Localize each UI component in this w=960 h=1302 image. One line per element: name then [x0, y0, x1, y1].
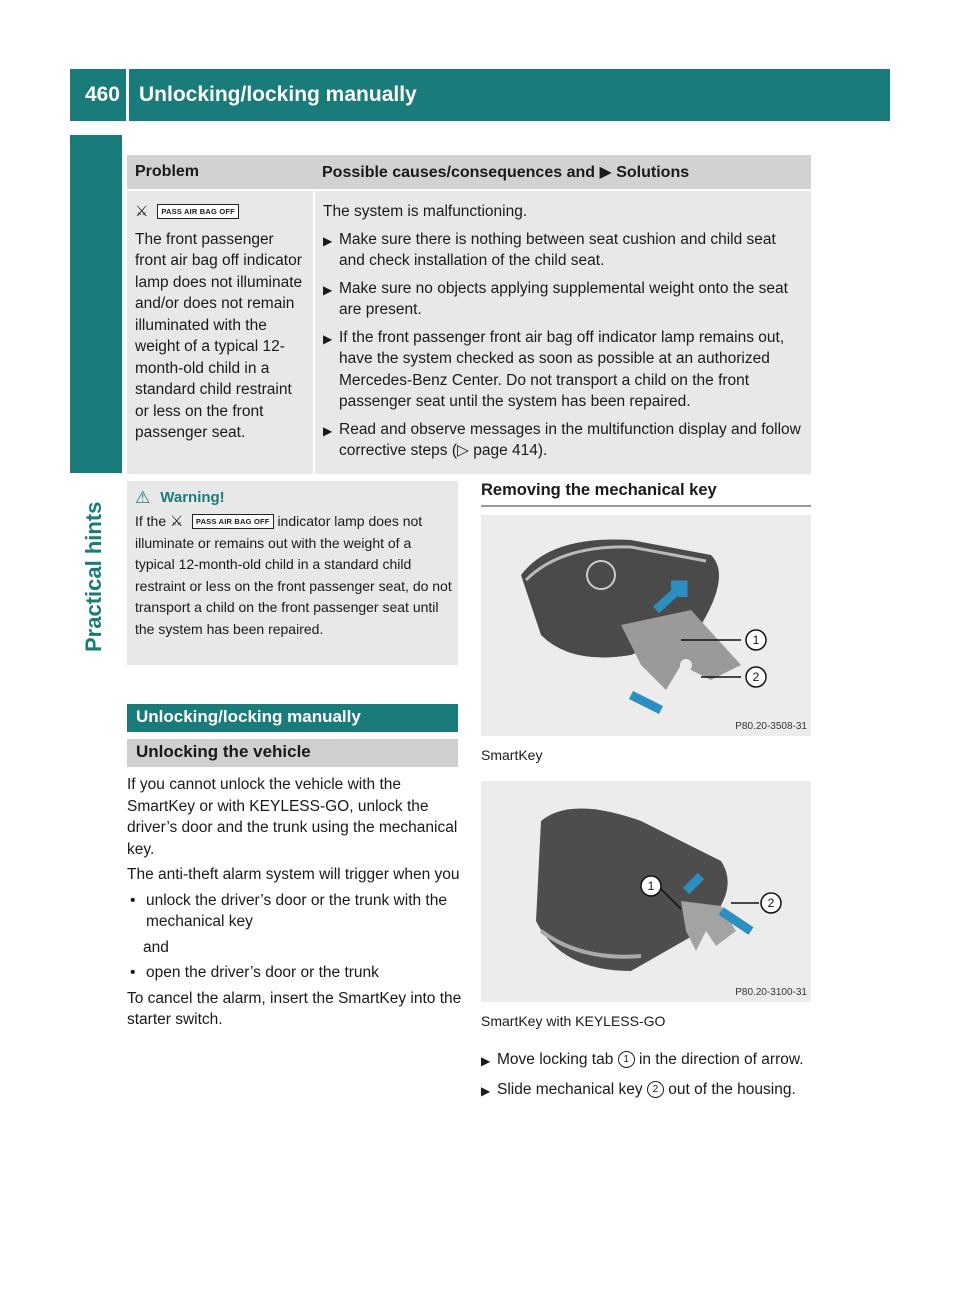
page-title: Unlocking/locking manually: [139, 83, 417, 106]
problem-table: [127, 155, 811, 474]
and-text: and: [143, 938, 169, 956]
list-item: • unlock the driver’s door or the trunk with the mechanical key: [127, 890, 462, 933]
solutions-cell: [314, 190, 811, 474]
callout-2-icon: 2: [647, 1081, 664, 1098]
col-header-solutions: [314, 155, 811, 190]
callout-1-icon: 1: [618, 1051, 635, 1068]
list-item: ▶ If the front passenger front air bag off indicator lamp remains out, have the system checked as soon as possible at an authorized Mercedes-Benz Center. Do not transport a child on the front passenger seat until the system has been repaired.: [323, 327, 803, 413]
removal-steps: [481, 1043, 816, 1102]
callout-1: 1: [647, 879, 655, 893]
bullet-icon: •: [130, 964, 136, 981]
paragraph: The anti-theft alarm system will trigger when you: [127, 866, 460, 883]
list-item: ▶ Move locking tab 1 in the direction of arrow.: [481, 1049, 816, 1073]
figure-code: P80.20-3100-31: [735, 987, 807, 998]
col-header-problem: Problem: [127, 155, 314, 190]
col-header-solutions-suffix: Solutions: [616, 164, 690, 181]
callout-2: 2: [752, 670, 760, 684]
bullet-icon: •: [130, 891, 136, 909]
paragraph: To cancel the alarm, insert the SmartKey into the starter switch.: [127, 989, 462, 1028]
arrow-icon: ▶: [599, 164, 612, 181]
airbag-seat-icon: ⚔: [135, 203, 149, 221]
removing-key-heading: Removing the mechanical key: [481, 481, 811, 507]
section-title: Unlocking/locking manually: [127, 704, 458, 732]
warning-heading: ⚠ Warning!: [135, 488, 225, 507]
warning-box: [127, 481, 458, 665]
table-header-row: [127, 155, 811, 190]
callout-1: 1: [752, 633, 760, 647]
cause-text: The system is malfunctioning.: [323, 203, 528, 220]
col-header-solutions-prefix: Possible causes/consequences and: [322, 164, 596, 181]
list-item: ▶ Make sure there is nothing between seat cushion and child seat and check installation of the child seat.: [323, 229, 803, 272]
keyless-go-illustration-icon: [481, 781, 811, 1002]
table-row: [127, 190, 811, 474]
step-arrow-icon: ▶: [481, 1054, 491, 1068]
page-number: 460: [84, 83, 120, 106]
paragraph: If you cannot unlock the vehicle with the SmartKey or with KEYLESS-GO, unlock the driver’s door and the trunk using the mechanical key.: [127, 776, 458, 858]
step-arrow-icon: ▶: [323, 282, 333, 297]
smartkey-illustration-icon: [481, 515, 811, 736]
step-arrow-icon: ▶: [323, 233, 333, 248]
problem-cell: [127, 190, 314, 474]
list-item: ▶ Slide mechanical key 2 out of the housing.: [481, 1079, 816, 1103]
side-tab: [70, 135, 122, 473]
keyless-go-figure: [481, 781, 811, 1002]
list-item: ▶ Make sure no objects applying supplemental weight onto the seat are present.: [323, 278, 803, 321]
section-body: [127, 774, 462, 1035]
figure-caption: SmartKey: [481, 747, 543, 763]
list-item: • open the driver’s door or the trunk: [127, 962, 462, 984]
smartkey-figure: [481, 515, 811, 736]
warning-triangle-icon: ⚠: [135, 488, 151, 507]
step-arrow-icon: ▶: [323, 331, 333, 346]
pass-airbag-off-badge: PASS AIR BAG OFF: [157, 204, 239, 219]
list-item: ▶ Read and observe messages in the multifunction display and follow corrective steps (▷ page 414).: [323, 419, 803, 462]
step-arrow-icon: ▶: [323, 423, 333, 438]
callout-2: 2: [767, 896, 775, 910]
page-header: [70, 69, 890, 121]
airbag-seat-icon: ⚔: [170, 513, 184, 531]
problem-text: The front passenger front air bag off indicator lamp does not illuminate and/or does not remain illuminated with the weight of a typical 12-month-old child in a standard child restraint or less on the front passenger seat.: [135, 230, 303, 442]
section-subtitle: Unlocking the vehicle: [127, 739, 458, 767]
figure-caption: SmartKey with KEYLESS-GO: [481, 1013, 666, 1029]
side-tab-label: Practical hints: [81, 501, 106, 652]
step-arrow-icon: ▶: [481, 1083, 491, 1098]
warning-text: If the ⚔ PASS AIR BAG OFF indicator lamp does not illuminate or remains out with the weight of a typical 12-month-old child in a standard child restraint or less on the front passenger seat, do not transport a child on the front passenger seat until the system has been repaired.: [135, 512, 452, 637]
figure-code: P80.20-3508-31: [735, 721, 807, 732]
pass-airbag-off-badge: PASS AIR BAG OFF: [192, 514, 274, 529]
